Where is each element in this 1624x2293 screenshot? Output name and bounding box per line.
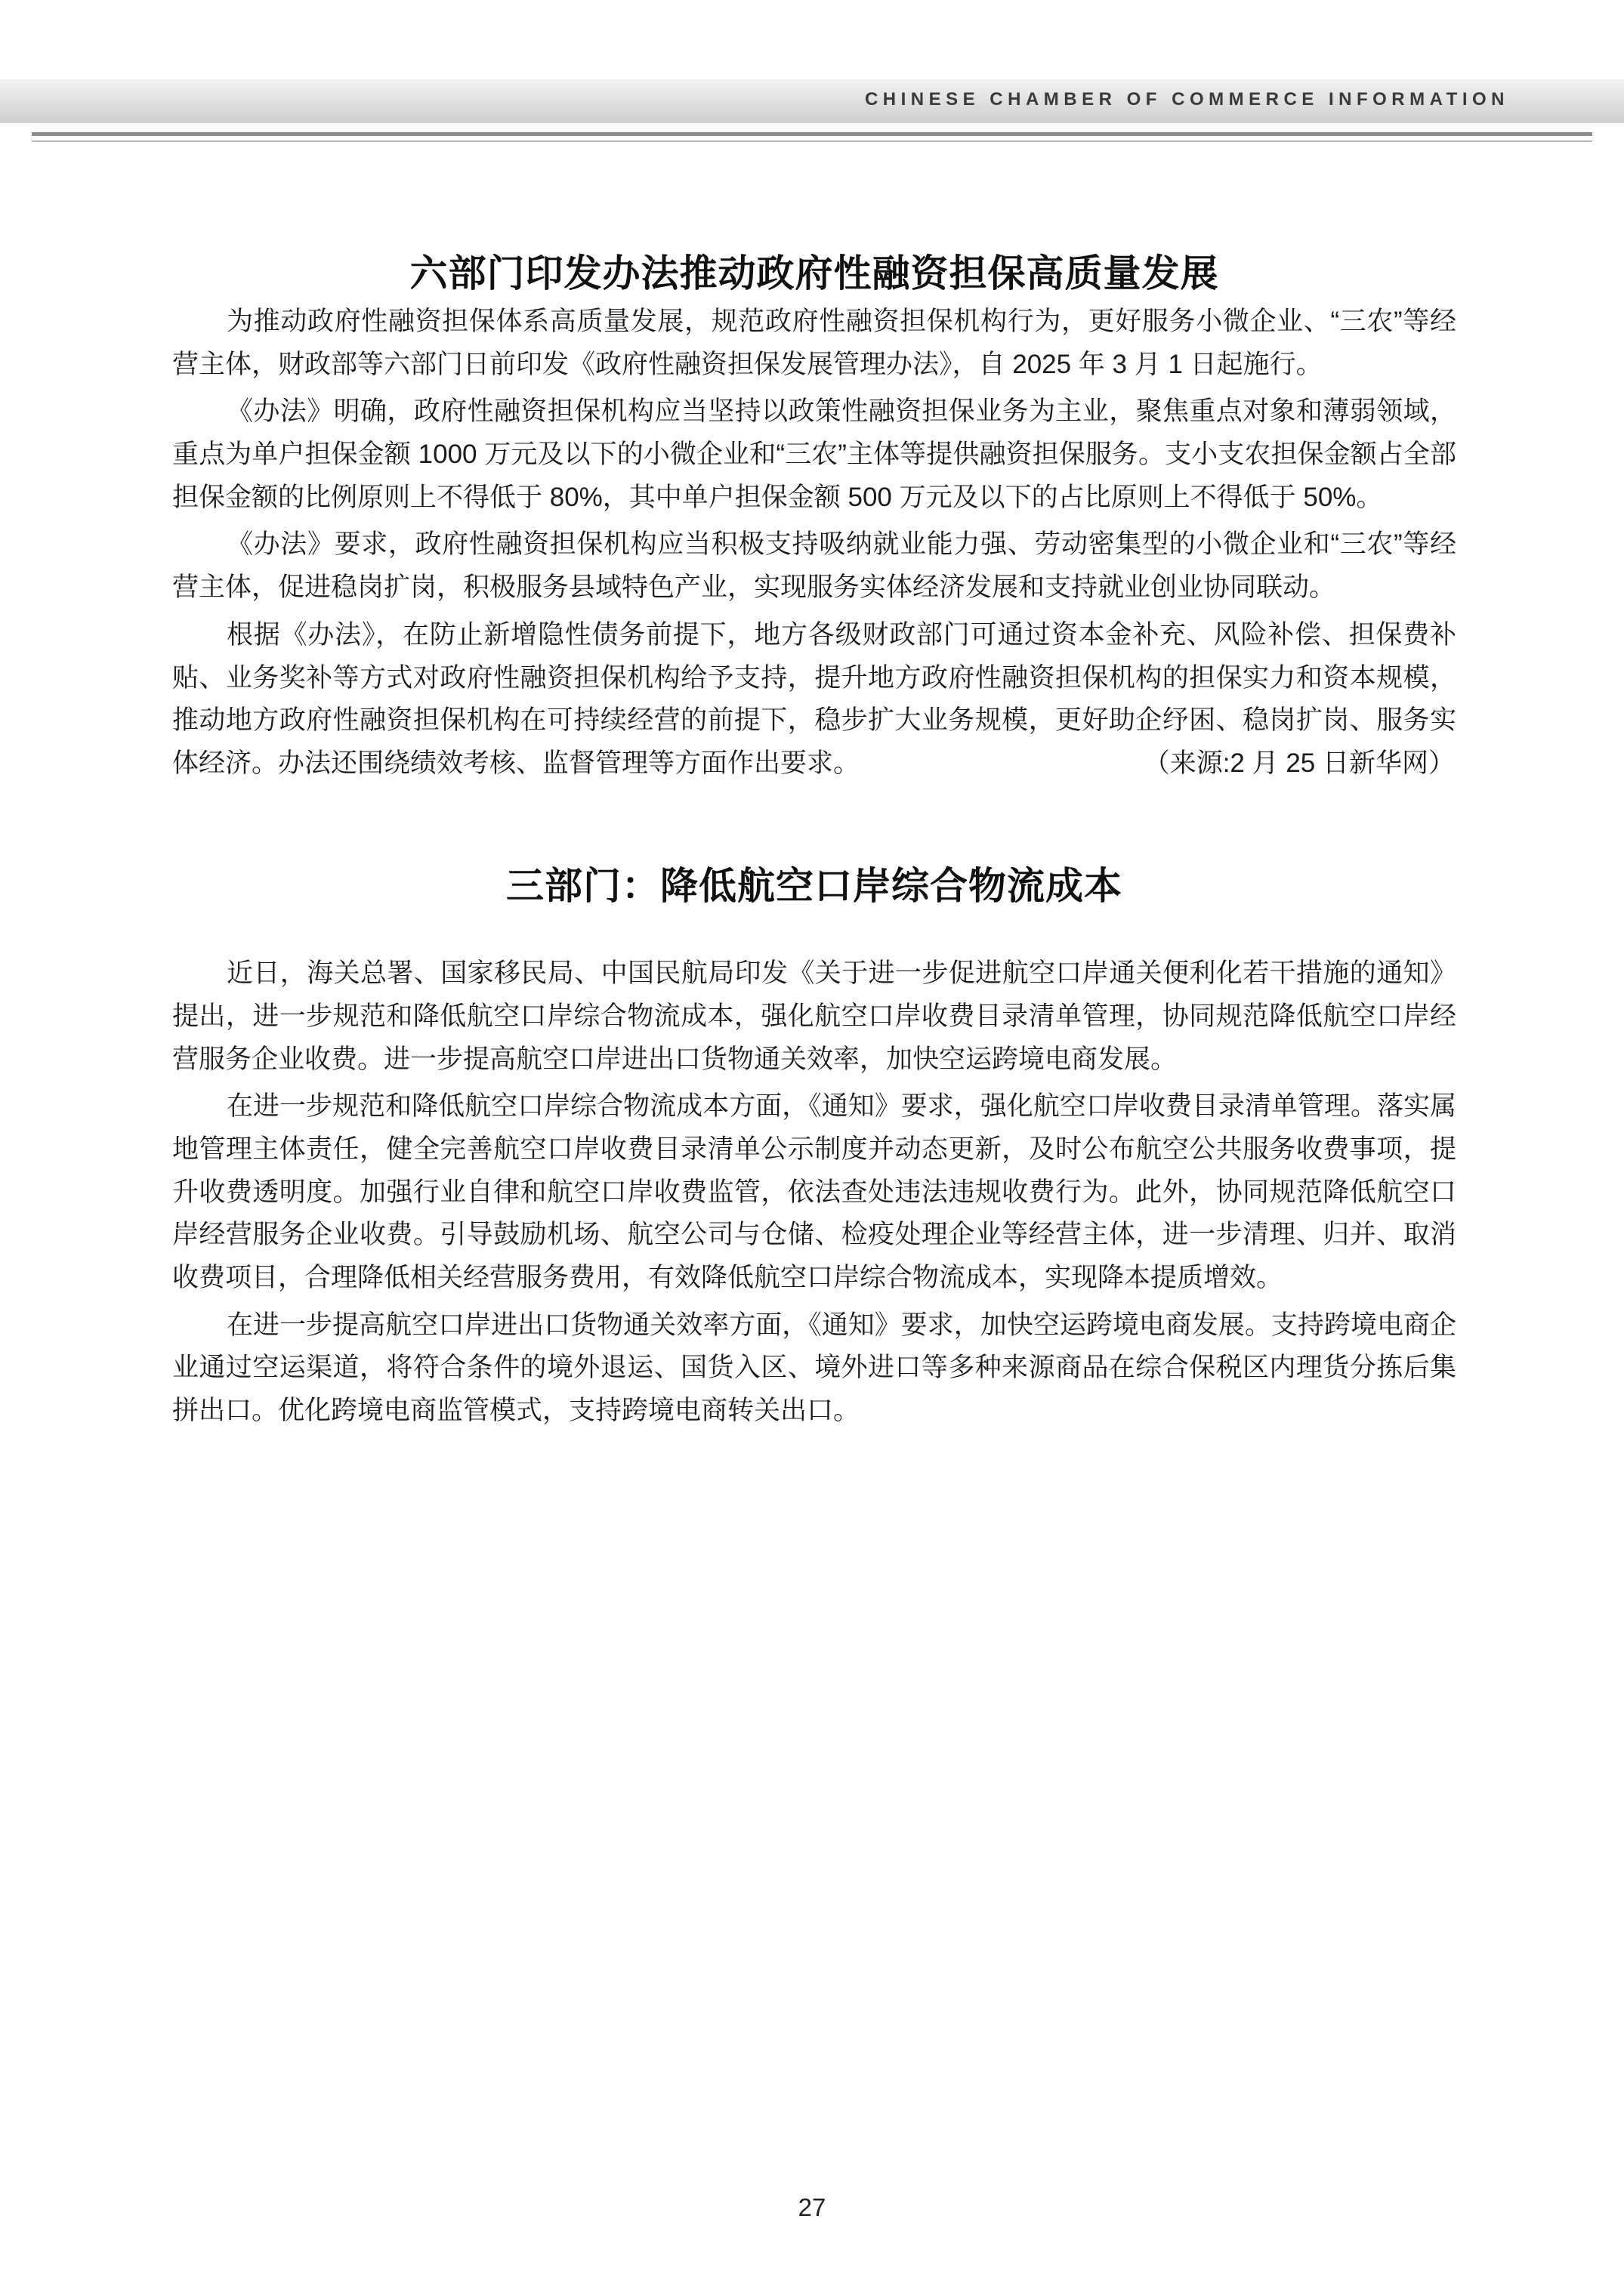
paragraph: 近日，海关总署、国家移民局、中国民航局印发《关于进一步促进航空口岸通关便利化若干措施的通知》提出，进一步规范和降低航空口岸综合物流成本，强化航空口岸收费目录清单管理，协同规范降低航空口岸经营服务企业收费。进一步提高航空口岸进出口货物通关效率，加快空运跨境电商发展。 (172, 958, 1456, 1074)
running-head: CHINESE CHAMBER OF COMMERCE INFORMATION (864, 89, 1509, 110)
header-divider-thick (32, 132, 1592, 136)
header-divider-thin (32, 140, 1592, 142)
paragraph: 根据《办法》，在防止新增隐性债务前提下，地方各级财政部门可通过资本金补充、风险补偿、担保费补贴、业务奖补等方式对政府性融资担保机构给予支持，提升地方政府性融资担保机构的担保实力和资本规模，推动地方政府性融资担保机构在可持续经营的前提下，稳步扩大业务规模，更好助企纾困、稳岗扩岗、服务实体经济。办法还围绕绩效考核、监督管理等方面作出要求。 (172, 619, 1456, 778)
paragraph: 《办法》明确，政府性融资担保机构应当坚持以政策性融资担保业务为主业，聚焦重点对象和薄弱领域，重点为单户担保金额 1000 万元及以下的小微企业和“三农”主体等提供融资担保服务。支小支农担保金额占全部担保金额的比例原则上不得低于 80%，其中单户担保金额 500 万元及以下的占比原则上不得低于 50%。 (172, 397, 1456, 512)
article-column (172, 204, 1456, 1433)
article-source: （来源:2 月 25 日新华网） (1143, 748, 1455, 778)
paragraph: 为推动政府性融资担保体系高质量发展，规范政府性融资担保机构行为，更好服务小微企业、“三农”等经营主体，财政部等六部门日前印发《政府性融资担保发展管理办法》，自 2025 年 3 月 1 日起施行。 (172, 307, 1456, 379)
title-spacer (172, 909, 1456, 948)
paragraph: 《办法》要求，政府性融资担保机构应当积极支持吸纳就业能力强、劳动密集型的小微企业和“三农”等经营主体，促进稳岗扩岗，积极服务县域特色产业，实现服务实体经济发展和支持就业创业协同联动。 (172, 529, 1456, 603)
paragraph: 在进一步规范和降低航空口岸综合物流成本方面，《通知》要求，强化航空口岸收费目录清单管理。落实属地管理主体责任，健全完善航空口岸收费目录清单公示制度并动态更新，及时公布航空公共服务收费事项，提升收费透明度。加强行业自律和航空口岸收费监管，依法查处违法违规收费行为。此外，协同规范降低航空口岸经营服务企业收费。引导鼓励机场、航空公司与仓储、检疫处理企业等经营主体，进一步清理、归并、取消收费项目，合理降低相关经营服务费用，有效降低航空口岸综合物流成本，实现降本提质增效。 (172, 1091, 1456, 1293)
article-government-financing-guarantee (172, 251, 1456, 785)
article-aviation-port-logistics-cost (172, 863, 1456, 1433)
paragraph: 在进一步提高航空口岸进出口货物通关效率方面，《通知》要求，加快空运跨境电商发展。支持跨境电商企业通过空运渠道，将符合条件的境外退运、国货入区、境外进口等多种来源商品在综合保税区内理货分拣后集拼出口。优化跨境电商监管模式，支持跨境电商转关出口。 (172, 1310, 1456, 1426)
page-number: 27 (798, 2193, 826, 2221)
article-title: 三部门：降低航空口岸综合物流成本 (506, 865, 1122, 908)
article-title: 六部门印发办法推动政府性融资担保高质量发展 (409, 252, 1219, 295)
